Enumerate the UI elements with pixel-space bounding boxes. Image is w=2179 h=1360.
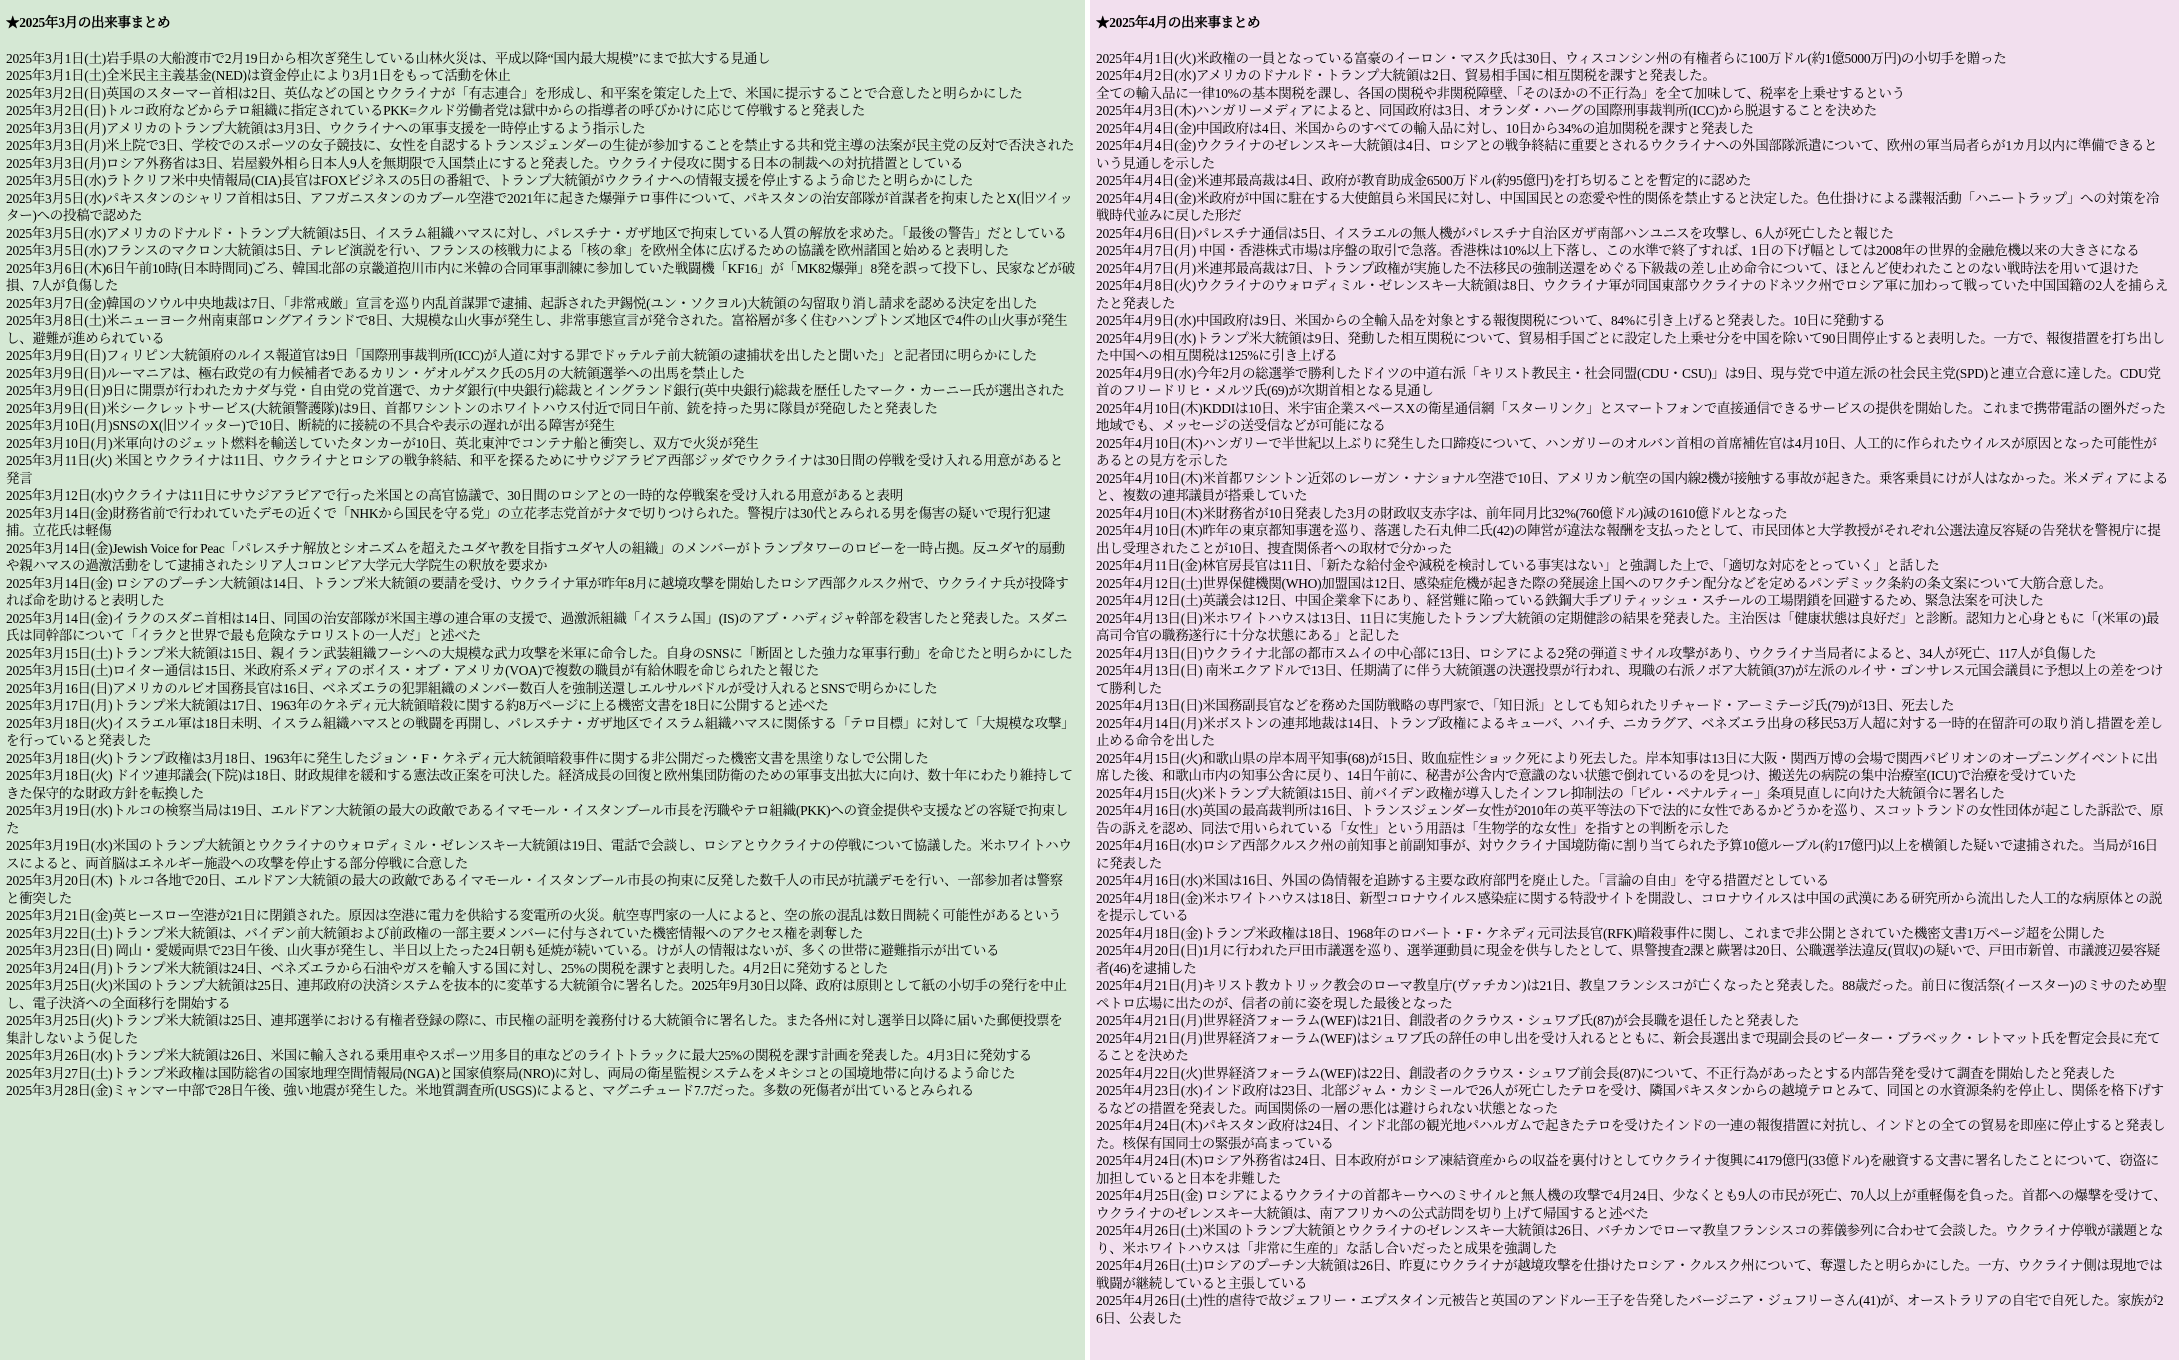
april-summary-panel [1090,0,2179,1360]
event-entry: 2025年4月4日(金)米連邦最高裁は4日、政府が教育助成金6500万ドル(約95億円)を打ち切ることを暫定的に認めた [1096,173,1752,188]
event-entry: 2025年4月12日(土)英議会は12日、中国企業傘下にあり、経営難に陥っている鉄鋼大手ブリティッシュ・スチールの工場閉鎖を回避するため、緊急法案を可決した [1096,593,2044,608]
march-event-list [6,50,1075,1100]
event-entry: 全ての輸入品に一律10%の基本関税を課し、各国の関税や非関税障壁、「そのほかの不正行為」を全て加味して、税率を上乗せするという [1096,85,1905,101]
event-entry: 2025年3月5日(水)フランスのマクロン大統領は5日、テレビ演説を行い、フランスの核戦力による「核の傘」を欧州全体に広げるための協議を欧州諸国と始めると表明した [6,243,1009,258]
event-entry: 2025年4月24日(木)パキスタン政府は24日、インド北部の観光地パハルガムで起きたテロを受けたインドの一連の報復措置に対抗し、インドとの全ての貿易を即座に停止すると発表した。核保有国同士の緊張が高まっている [1096,1118,2166,1151]
event-entry: 2025年4月4日(金)ウクライナのゼレンスキー大統領は4日、ロシアとの戦争終結に重要とされるウクライナへの外国部隊派遣について、欧州の軍当局者らが1カ月以内に準備できるという見通しを示した [1096,138,2158,171]
event-entry: 2025年4月21日(月)キリスト教カトリック教会のローマ教皇庁(ヴァチカン)は21日、教皇フランシスコが亡くなったと発表した。88歳だった。前日に復活祭(イースター)のミサのため聖ペトロ広場に出たのが、信者の前に姿を現した最後となった [1096,978,2167,1011]
event-entry: 2025年3月11日(火) 米国とウクライナは11日、ウクライナとロシアの戦争終結、和平を探るためにサウジアラビア西部ジッダでウクライナは30日間の停戦を受け入れる用意があると発言 [6,453,1063,486]
event-entry: 2025年3月2日(日)トルコ政府などからテロ組織に指定されているPKK=クルド労働者党は獄中からの指導者の呼びかけに応じて停戦すると発表した [6,103,865,118]
event-entry: 2025年3月3日(月)アメリカのトランプ大統領は3月3日、ウクライナへの軍事支援を一時停止するよう指示した [6,120,646,136]
event-entry: 2025年4月16日(水)英国の最高裁判所は16日、トランスジェンダー女性が2010年の英平等法の下で法的に女性であるかどうかを巡り、スコットランドの女性団体が起こした訴訟で、原告の訴えを認め、同法で用いられている「女性」という用語は「生物学的な女性」を指すとの判断を示した [1096,803,2164,836]
event-entry: 2025年4月21日(月)世界経済フォーラム(WEF)は21日、創設者のクラウス・シュワブ氏(87)が会長職を退任したと発表した [1096,1013,1800,1028]
event-entry: 2025年3月10日(月)米軍向けのジェット燃料を輸送していたタンカーが10日、英北東沖でコンテナ船と衝突し、双方で火災が発生 [6,435,759,451]
event-entry: 2025年4月7日(月)米連邦最高裁は7日、トランプ政権が実施した不法移民の強制送還をめぐる下級裁の差し止め命令について、ほとんど使われたことのない戦時法を用いて退けた [1096,260,2139,276]
event-entry: 2025年4月23日(水)インド政府は23日、北部ジャム・カシミールで26人が死亡したテロを受け、隣国パキスタンからの越境テロとみて、同国との水資源条約を停止し、関係を格下げするなどの措置を発表した。両国関係の一層の悪化は避けられない状態となった [1096,1083,2164,1116]
event-entry: 2025年4月13日(日) 南米エクアドルで13日、任期満了に伴う大統領選の決選投票が行われ、現職の右派ノボア大統領(37)が左派のルイサ・ゴンサレス元国会議員に予想以上の差をつけて勝利した [1096,663,2164,696]
event-entry: 2025年3月19日(水)米国のトランプ大統領とウクライナのウォロディミル・ゼレンスキー大統領は19日、電話で会談し、ロシアとウクライナの停戦について協議した。米ホワイトハウスによると、両首脳はエネルギー施設への攻撃を停止する部分停戦に合意した [6,838,1072,871]
event-entry: 2025年3月19日(水)トルコの検察当局は19日、エルドアン大統領の最大の政敵であるイマモール・イスタンブール市長を汚職やテロ組織(PKK)への資金提供や支援などの容疑で拘束した [6,803,1068,836]
event-entry: 2025年4月13日(日)ウクライナ北部の都市スムイの中心部に13日、ロシアによる2発の弾道ミサイル攻撃があり、ウクライナ当局者によると、34人が死亡、117人が負傷した [1096,645,2097,661]
event-entry: 2025年4月10日(木)ハンガリーで半世紀以上ぶりに発生した口蹄疫について、ハンガリーのオルバン首相の首席補佐官は4月10日、人工的に作られたウイルスが原因となった可能性があるとの見方を示した [1096,435,2157,468]
event-entry: 2025年4月6日(日)パレスチナ通信は5日、イスラエルの無人機がパレスチナ自治区ガザ南部ハンユニスを攻撃し、6人が死亡したと報じた [1096,225,1894,241]
event-entry: 2025年4月15日(火)米トランプ大統領は15日、前バイデン政権が導入したインフレ抑制法の「ピル・ペナルティー」条項見直しに向けた大統領令に署名した [1096,785,2005,801]
event-entry: 2025年3月1日(土)全米民主主義基金(NED)は資金停止により3月1日をもって活動を休止 [6,68,511,83]
event-entry: 2025年3月25日(火)トランプ米大統領は25日、連邦選挙における有権者登録の際に、市民権の証明を義務付ける大統領令に署名した。また各州に対し選挙日以降に届いた郵便投票を集計しないよう促した [6,1013,1063,1046]
event-entry: 2025年3月7日(金)韓国のソウル中央地裁は7日、「非常戒厳」宣言を巡り内乱首謀罪で逮捕、起訴された尹錫悦(ユン・ソクヨル)大統領の勾留取り消し請求を認める決定を出した [6,295,1038,311]
event-entry: 2025年3月16日(日)アメリカのルビオ国務長官は16日、ベネズエラの犯罪組織のメンバー数百人を強制送還しエルサルバドルが受け入れるとSNSで明らかにした [6,680,938,696]
event-entry: 2025年3月6日(木)6日午前10時(日本時間同)ごろ、韓国北部の京畿道抱川市内に米韓の合同軍事訓練に参加していた戦闘機「KF16」が「MK82爆弾」8発を誤って投下し、民家などが破損、7人が負傷した [6,260,1075,293]
event-entry: 2025年3月9日(日)フィリピン大統領府のルイス報道官は9日「国際刑事裁判所(ICC)が人道に対する罪でドゥテルテ前大統領の逮捕状を出したと聞いた」と記者団に明らかにした [6,348,1037,363]
event-entry: 2025年4月13日(日)米国務副長官などを務めた国防戦略の専門家で、「知日派」としても知られたリチャード・アーミテージ氏(79)が13日、死去した [1096,698,1955,713]
april-panel-title: ★2025年4月の出来事まとめ [1096,15,1261,30]
march-summary-panel [0,0,1085,1360]
event-entry: 2025年3月28日(金)ミャンマー中部で28日午後、強い地震が発生した。米地質調査所(USGS)によると、マグニチュード7.7だった。多数の死傷者が出ているとみられる [6,1083,974,1098]
event-entry: 2025年3月14日(金) ロシアのプーチン大統領は14日、トランプ米大統領の要請を受け、ウクライナ軍が昨年8月に越境攻撃を開始したロシア西部クルスク州で、ウクライナ兵が投降すれば命を助けると表明した [6,575,1069,608]
event-entry: 2025年3月23日(日) 岡山・愛媛両県で23日午後、山火事が発生し、半日以上たった24日朝も延焼が続いている。けが人の情報はないが、多くの世帯に避難指示が出ている [6,943,1000,958]
event-entry: 2025年4月11日(金)林官房長官は11日、「新たな給付金や減税を検討している事実はない」と強調した上で、「適切な対応をとっていく」と話した [1096,558,1940,573]
event-entry: 2025年4月26日(土)ロシアのプーチン大統領は26日、昨夏にウクライナが越境攻撃を仕掛けたロシア・クルスク州について、奪還したと明らかにした。一方、ウクライナ側は現地では戦闘が継続していると主張している [1096,1258,2163,1291]
event-entry: 2025年3月15日(土)ロイター通信は15日、米政府系メディアのボイス・オブ・アメリカ(VOA)で複数の職員が有給休暇を命じられたと報じた [6,663,820,678]
event-entry: 2025年4月16日(水)ロシア西部クルスク州の前知事と前副知事が、対ウクライナ国境防衛に割り当てられた予算10億ルーブル(約17億円)以上を横領した疑いで逮捕された。当局が16日に発表した [1096,838,2158,871]
event-entry: 2025年3月8日(土)米ニューヨーク州南東部ロングアイランドで8日、大規模な山火事が発生し、非常事態宣言が発令された。富裕層が多く住むハンプトンズ地区で4件の山火事が発生し、避難が進められている [6,313,1068,346]
event-entry: 2025年4月21日(月)世界経済フォーラム(WEF)はシュワブ氏の辞任の申し出を受け入れるとともに、新会長選出まで現副会長のピーター・ブラベック・レトマット氏を暫定会長に充てることを決めた [1096,1030,2161,1063]
event-entry: 2025年4月24日(木)ロシア外務省は24日、日本政府がロシア凍結資産からの収益を裏付けとしてウクライナ復興に4179億円(33億ドル)を融資する文書に署名したことについて、窃盗に加担していると日本を非難した [1096,1153,2159,1186]
event-entry: 2025年3月9日(日)9日に開票が行われたカナダ与党・自由党の党首選で、カナダ銀行(中央銀行)総裁とイングランド銀行(英中央銀行)総裁を歴任したマーク・カーニー氏が選出された [6,383,1065,398]
event-entry: 2025年3月18日(火) ドイツ連邦議会(下院)は18日、財政規律を緩和する憲法改正案を可決した。経済成長の回復と欧州集団防衛のための軍事支出拡大に向け、数十年にわたり維持してきた保守的な財政方針を転換した [6,768,1073,801]
event-entry: 2025年4月26日(土)性的虐待で故ジェフリー・エプスタイン元被告と英国のアンドルー王子を告発したバージニア・ジュフリーさん(41)が、オーストラリアの自宅で自死した。家族が26日、公表した [1096,1293,2164,1326]
event-entry: 2025年3月24日(月)トランプ米大統領は24日、ベネズエラから石油やガスを輸入する国に対し、25%の関税を課すと表明した。4月2日に発効するとした [6,960,888,976]
event-entry: 2025年4月22日(火)世界経済フォーラム(WEF)は22日、創設者のクラウス・シュワブ前会長(87)について、不正行為があったとする内部告発を受けて調査を開始したと発表した [1096,1065,2116,1081]
march-panel-title: ★2025年3月の出来事まとめ [6,15,171,30]
event-entry: 2025年4月4日(金)米政府が中国に駐在する大使館員ら米国民に対し、中国国民との恋愛や性的関係を禁止すると決定した。色仕掛けによる諜報活動「ハニートラップ」への対策を冷戦時代並みに戻した形だ [1096,190,2160,223]
event-entry: 2025年4月9日(水)トランプ米大統領は9日、発動した相互関税について、貿易相手国ごとに設定した上乗せ分を中国を除いて90日間停止すると表明した。一方で、報復措置を打ち出した中国への相互関税は125%に引き上げる [1096,330,2165,363]
event-entry: 2025年3月15日(土)トランプ米大統領は15日、親イラン武装組織フーシへの大規模な武力攻撃を米軍に命令した。自身のSNSに「断固とした強力な軍事行動」を命じたと明らかにした [6,645,1073,661]
event-entry: 2025年3月14日(金)財務省前で行われていたデモの近くで「NHKから国民を守る党」の立花孝志党首がナタで切りつけられた。警視庁は30代とみられる男を傷害の疑いで現行犯逮捕。立花氏は軽傷 [6,505,1051,538]
event-entry: 2025年3月18日(火)イスラエル軍は18日未明、イスラム組織ハマスとの戦闘を再開し、パレスチナ・ガザ地区でイスラム組織ハマスに関係する「テロ目標」に対して「大規模な攻撃」を行っていると発表した [6,715,1075,748]
event-entry: 2025年4月7日(月) 中国・香港株式市場は序盤の取引で急落。香港株は10%以上下落し、この水準で終了すれば、1日の下げ幅としては2008年の世界的金融危機以来の大きさになる [1096,243,2140,258]
event-entry: 2025年4月3日(木)ハンガリーメディアによると、同国政府は3日、オランダ・ハーグの国際刑事裁判所(ICC)から脱退することを決めた [1096,103,1877,118]
event-entry: 2025年4月14日(月)米ボストンの連邦地裁は14日、トランプ政権によるキューバ、ハイチ、ニカラグア、ベネズエラ出身の移民53万人超に対する一時的在留許可の取り消し措置を差し止める命令を出した [1096,715,2163,748]
event-entry: 2025年3月5日(水)ラトクリフ米中央情報局(CIA)長官はFOXビジネスの5日の番組で、トランプ大統領がウクライナへの情報支援を停止するよう命じたと明らかにした [6,173,974,188]
event-entry: 2025年4月10日(木)昨年の東京都知事選を巡り、落選した石丸伸二氏(42)の陣営が違法な報酬を支払ったとして、市民団体と大学教授がそれぞれ公選法違反容疑の告発状を警視庁に提出し受理されたことが10日、捜査関係者への取材で分かった [1096,523,2161,556]
event-entry: 2025年3月25日(火)米国のトランプ大統領は25日、連邦政府の決済システムを抜本的に変革する大統領令に署名した。2025年9月30日以降、政府は原則として紙の小切手の発行を中止し、電子決済への全面移行を開始する [6,978,1067,1011]
event-entry: 2025年3月10日(月)SNSのX(旧ツイッター)で10日、断続的に接続の不具合や表示の遅れが出る障害が発生 [6,418,615,433]
event-entry: 2025年4月18日(金)米ホワイトハウスは18日、新型コロナウイルス感染症に関する特設サイトを開設し、コロナウイルスは中国の武漢にある研究所から流出した人工的な病原体との説を提示している [1096,890,2162,923]
event-entry: 2025年4月1日(火)米政権の一員となっている富豪のイーロン・マスク氏は30日、ウィスコンシン州の有権者らに100万ドル(約1億5000万円)の小切手を贈った [1096,50,2007,66]
event-entry: 2025年4月18日(金)トランプ米政権は18日、1968年のロバート・F・ケネディ元司法長官(RFK)暗殺事件に関し、これまで非公開とされていた機密文書1万ページ超を公開した [1096,925,2105,941]
event-entry: 2025年3月9日(日)ルーマニアは、極右政党の有力候補者であるカリン・ゲオルゲスク氏の5月の大統領選挙への出馬を禁止した [6,365,745,381]
event-entry: 2025年3月3日(月)ロシア外務省は3日、岩屋毅外相ら日本人9人を無期限で入国禁止にすると発表した。ウクライナ侵攻に関する日本の制裁への対抗措置としている [6,155,964,171]
event-entry: 2025年3月21日(金)英ヒースロー空港が21日に閉鎖された。原因は空港に電力を供給する変電所の火災。航空専門家の一人によると、空の旅の混乱は数日間続く可能性があるという [6,908,1062,923]
event-entry: 2025年3月27日(土)トランプ米政権は国防総省の国家地理空間情報局(NGA)と国家偵察局(NRO)に対し、両局の衛星監視システムをメキシコとの国境地帯に向けるよう命じた [6,1065,1016,1081]
event-entry: 2025年4月9日(水)中国政府は9日、米国からの全輸入品を対象とする報復関税について、84%に引き上げると発表した。10日に発動する [1096,313,1886,328]
event-entry: 2025年3月1日(土)岩手県の大船渡市で2月19日から相次ぎ発生している山林火災は、平成以降“国内最大規模”にまで拡大する見通し [6,50,771,66]
event-entry: 2025年4月13日(日)米ホワイトハウスは13日、11日に実施したトランプ大統領の定期健診の結果を発表した。主治医は「健康状態は良好だ」と診断。認知力と心身ともに「(米軍の)最高司令官の職務遂行に十分な状態にある」と記した [1096,610,2159,643]
event-entry: 2025年3月5日(水)アメリカのドナルド・トランプ大統領は5日、イスラム組織ハマスに対し、パレスチナ・ガザ地区で拘束している人質の解放を求めた。「最後の警告」だとしている [6,225,1067,241]
event-entry: 2025年4月10日(木)米財務省が10日発表した3月の財政収支赤字は、前年同月比32%(760億ドル)減の1610億ドルとなった [1096,505,1788,521]
event-entry: 2025年4月20日(日)1月に行われた戸田市議選を巡り、選挙運動員に現金を供与したとして、県警捜査2課と蕨署は20日、公職選挙法違反(買収)の疑いで、戸田市新曽、市議渡辺晏容疑者(46)を逮捕した [1096,943,2160,976]
event-entry: 2025年4月2日(水)アメリカのドナルド・トランプ大統領は2日、貿易相手国に相互関税を課すと発表した。 [1096,68,1716,83]
event-entry: 2025年4月25日(金) ロシアによるウクライナの首都キーウへのミサイルと無人機の攻撃で4月24日、少なくとも9人の市民が死亡、70人以上が重軽傷を負った。首都への爆撃を受けて、ウクライナのゼレンスキー大統領は、南アフリカへの公式訪問を切り上げて帰国すると述べた [1096,1188,2167,1221]
event-entry: 2025年3月26日(水)トランプ米大統領は26日、米国に輸入される乗用車やスポーツ用多目的車などのライトトラックに最大25%の関税を課す計画を発表した。4月3日に発効する [6,1048,1032,1063]
event-entry: 2025年3月17日(月)トランプ米大統領は17日、1963年のケネディ元大統領暗殺に関する約8万ページに上る機密文書を18日に公開すると述べた [6,698,829,713]
event-entry: 2025年4月12日(土)世界保健機関(WHO)加盟国は12日、感染症危機が起きた際の発展途上国へのワクチン配分などを定めるパンデミック条約の条文案について大筋合意した。 [1096,575,2112,591]
event-entry: 2025年3月14日(金)イラクのスダニ首相は14日、同国の治安部隊が米国主導の連合軍の支援で、過激派組織「イスラム国」(IS)のアブ・ハディジャ幹部を殺害したと発表した。スダニ氏は同幹部について「イラクと世界で最も危険なテロリストの一人だ」と述べた [6,610,1068,643]
event-entry: 2025年4月4日(金)中国政府は4日、米国からのすべての輸入品に対し、10日から34%の追加関税を課すと発表した [1096,120,1754,136]
event-entry: 2025年3月12日(水)ウクライナは11日にサウジアラビアで行った米国との高官協議で、30日間のロシアとの一時的な停戦案を受け入れる用意があると表明 [6,488,903,503]
event-entry: 2025年3月22日(土)トランプ米大統領は、バイデン前大統領および前政権の一部主要メンバーに付与されていた機密情報へのアクセス権を剥奪した [6,925,864,941]
event-entry: 2025年4月15日(火)和歌山県の岸本周平知事(68)が15日、敗血症性ショック死により死去した。岸本知事は13日に大阪・関西万博の会場で関西パビリオンのオープニングイベントに出席した後、和歌山市内の知事公舎に戻り、14日午前に、秘書が公舎内で意識のない状態で倒れているのを見つけ、搬送先の病院の集中治療室(ICU)で治療を受けていた [1096,750,2158,783]
april-event-list [1096,50,2169,1328]
event-entry: 2025年3月18日(火)トランプ政権は3月18日、1963年に発生したジョン・F・ケネディ元大統領暗殺事件に関する非公開だった機密文書を黒塗りなしで公開した [6,750,929,766]
event-entry: 2025年3月2日(日)英国のスターマー首相は2日、英仏などの国とウクライナが「有志連合」を形成し、和平案を策定した上で、米国に提示することで合意したと明らかにした [6,85,1023,101]
event-entry: 2025年4月9日(水)今年2月の総選挙で勝利したドイツの中道右派「キリスト教民主・社会同盟(CDU・CSU)」は9日、現与党で中道左派の社会民主党(SPD)と連立合意に達した。CDU党首のフリードリヒ・メルツ氏(69)が次期首相となる見通し [1096,365,2161,398]
event-entry: 2025年3月20日(木) トルコ各地で20日、エルドアン大統領の最大の政敵であるイマモール・イスタンブール市長の拘束に反発した数千人の市民が抗議デモを行い、一部参加者は警察と衝突した [6,873,1063,906]
event-entry: 2025年4月16日(水)米国は16日、外国の偽情報を追跡する主要な政府部門を廃止した。「言論の自由」を守る措置だとしている [1096,873,1829,888]
event-entry: 2025年3月9日(日)米シークレットサービス(大統領警護隊)は9日、首都ワシントンのホワイトハウス付近で同日午前、銃を持った男に隊員が発砲したと発表した [6,400,938,416]
event-entry: 2025年4月10日(木)米首都ワシントン近郊のレーガン・ナショナル空港で10日、アメリカン航空の国内線2機が接触する事故が起きた。乗客乗員にけが人はなかった。米メディアによると、複数の連邦議員が搭乗していた [1096,470,2169,503]
event-entry: 2025年3月3日(月)米上院で3日、学校でのスポーツの女子競技に、女性を自認するトランスジェンダーの生徒が参加することを禁止する共和党主導の法案が民主党の反対で否決された [6,138,1075,153]
event-entry: 2025年3月14日(金)Jewish Voice for Peac「パレスチナ解放とシオニズムを超えたユダヤ教を目指すユダヤ人の組織」のメンバーがトランプタワーのロビーを一時占拠。反ユダヤ的扇動や親ハマスの過激活動をして逮捕されたシリア人コロンビア大学元大学院生の釈放を要求か [6,540,1065,573]
event-entry: 2025年4月10日(木)KDDIは10日、米宇宙企業スペースXの衛星通信網「スターリンク」とスマートフォンで直接通信できるサービスの提供を開始した。これまで携帯電話の圏外だった地域でも、メッセージの送受信などが可能になる [1096,400,2166,433]
event-entry: 2025年4月26日(土)米国のトランプ大統領とウクライナのゼレンスキー大統領は26日、バチカンでローマ教皇フランシスコの葬儀参列に合わせて会談した。ウクライナ停戦が議題となり、米ホワイトハウスは「非常に生産的」な話し合いだったと成果を強調した [1096,1223,2164,1256]
event-entry: 2025年4月8日(火)ウクライナのウォロディミル・ゼレンスキー大統領は8日、ウクライナ軍が同国東部ウクライナのドネツク州でロシア軍に加わって戦っていた中国国籍の2人を捕らえたと発表した [1096,278,2169,311]
event-entry: 2025年3月5日(水)パキスタンのシャリフ首相は5日、アフガニスタンのカブール空港で2021年に起きた爆弾テロ事件について、パキスタンの治安部隊が首謀者を拘束したとX(旧ツイッター)への投稿で認めた [6,190,1073,223]
